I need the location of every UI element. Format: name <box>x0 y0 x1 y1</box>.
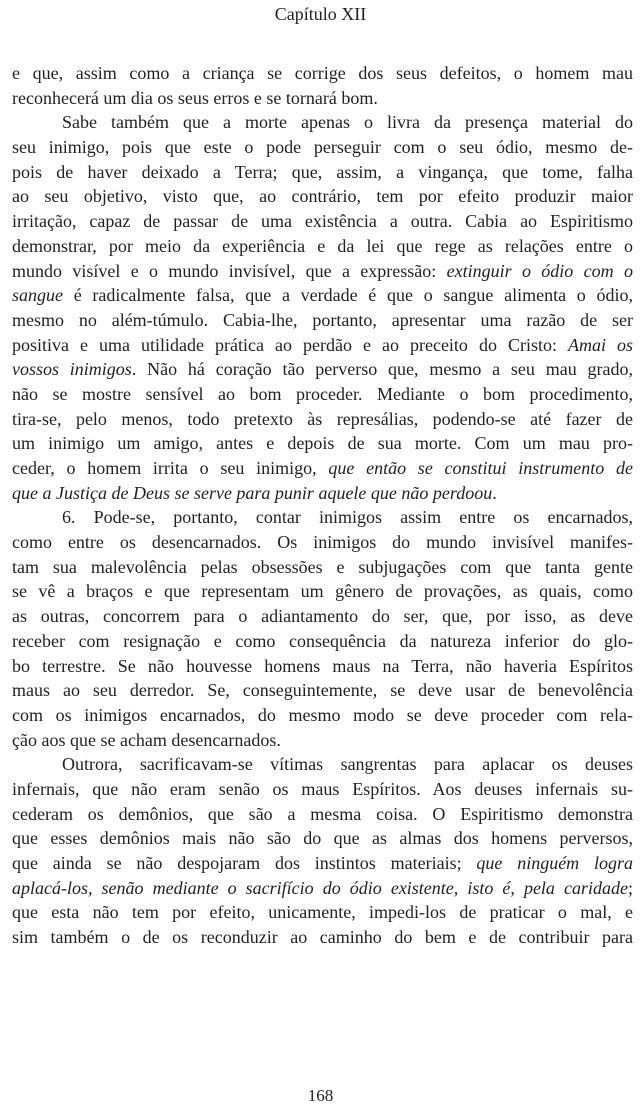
text-line: com os inimigos encarnados, do mesmo modo se deve proceder com rela- <box>12 704 633 725</box>
chapter-title: Capítulo XII <box>274 4 367 24</box>
running-header <box>0 3 641 25</box>
text-line: seu inimigo, pois que este o pode perseguir com o seu ódio, mesmo de- <box>12 137 633 158</box>
text-line: aplacá-los, senão mediante o sacrifício do ódio existente, isto é, pela caridade; <box>12 877 633 898</box>
text-line: tam sua malevolência pelas obsessões e subjugações com que tanta gente <box>12 556 633 577</box>
text-line: Sabe também que a morte apenas o livra da presença material do <box>62 112 633 133</box>
text-line: não se mostre sensível ao bom proceder. Mediante o bom procedimento, <box>12 383 633 404</box>
text-line: como entre os desencarnados. Os inimigos do mundo invisível manifes- <box>12 532 633 553</box>
text-line: um inimigo um amigo, antes e depois de sua morte. Com um mau pro- <box>12 433 633 454</box>
text-line: pois de haver deixado a Terra; que, assim, a vingança, que tome, falha <box>12 161 633 182</box>
text-line: ção aos que se acham desencarnados. <box>12 729 281 750</box>
text-line: que esses demônios mais não são do que as almas dos homens perversos, <box>12 828 633 849</box>
text-line: cederam os demônios, que são a mesma coisa. O Espiritismo demonstra <box>12 803 633 824</box>
text-line: ceder, o homem irrita o seu inimigo, que então se constitui instrumento de <box>12 458 633 478</box>
text-line: mesmo no além-túmulo. Cabia-lhe, portanto, apresentar uma razão de ser <box>12 309 633 330</box>
text-line: que ainda se não despojaram dos instintos materiais; que ninguém logra <box>12 853 633 873</box>
page-number: 168 <box>307 1086 334 1105</box>
text-line: sangue é radicalmente falsa, que a verdade é que o sangue alimenta o ódio, <box>12 285 633 306</box>
text-line: positiva e uma utilidade prática ao perdão e ao preceito do Cristo: Amai os <box>12 334 633 355</box>
text-line: sim também o de os reconduzir ao caminho do bem e de contribuir para <box>12 927 633 948</box>
text-line: se vê a braços e que representam um gênero de provações, as quais, como <box>12 581 633 602</box>
text-line: bo terrestre. Se não houvesse homens maus na Terra, não haveria Espíritos <box>12 655 633 676</box>
text-line: e que, assim como a criança se corrige dos seus defeitos, o homem mau <box>12 63 633 83</box>
text-line: as outras, concorrem para o adiantamento do ser, que, por isso, as deve <box>12 606 633 627</box>
text-line: receber com resignação e como consequência da natureza inferior do glo- <box>12 630 633 651</box>
text-line: tira-se, pelo menos, todo pretexto às represálias, podendo-se até fazer de <box>12 408 633 429</box>
text-line: ao seu objetivo, visto que, ao contrário, tem por efeito produzir maior <box>12 186 633 207</box>
text-line: que esta não tem por efeito, unicamente, impedi-los de praticar o mal, e <box>12 902 633 923</box>
text-line: Outrora, sacrificavam-se vítimas sangrentas para aplacar os deuses <box>62 754 633 775</box>
body-text <box>12 61 633 950</box>
text-line: mundo visível e o mundo invisível, que a expressão: extinguir o ódio com o <box>12 260 633 281</box>
text-line: que a Justiça de Deus se serve para punir aquele que não perdoou. <box>12 482 497 503</box>
text-line: vossos inimigos. Não há coração tão perverso que, mesmo a seu mau grado, <box>12 359 633 380</box>
text-line: reconhecerá um dia os seus erros e se tornará bom. <box>12 87 378 108</box>
text-line: maus ao seu derredor. Se, conseguintemente, se deve usar de benevolência <box>12 680 633 701</box>
text-line: infernais, que não eram senão os maus Espíritos. Aos deuses infernais su- <box>12 778 633 799</box>
text-line: 6. Pode-se, portanto, contar inimigos assim entre os encarnados, <box>62 507 633 528</box>
text-line: irritação, capaz de passar de uma existência a outra. Cabia ao Espiritismo <box>12 211 633 232</box>
text-line: demonstrar, por meio da experiência e da lei que rege as relações entre o <box>12 235 633 256</box>
